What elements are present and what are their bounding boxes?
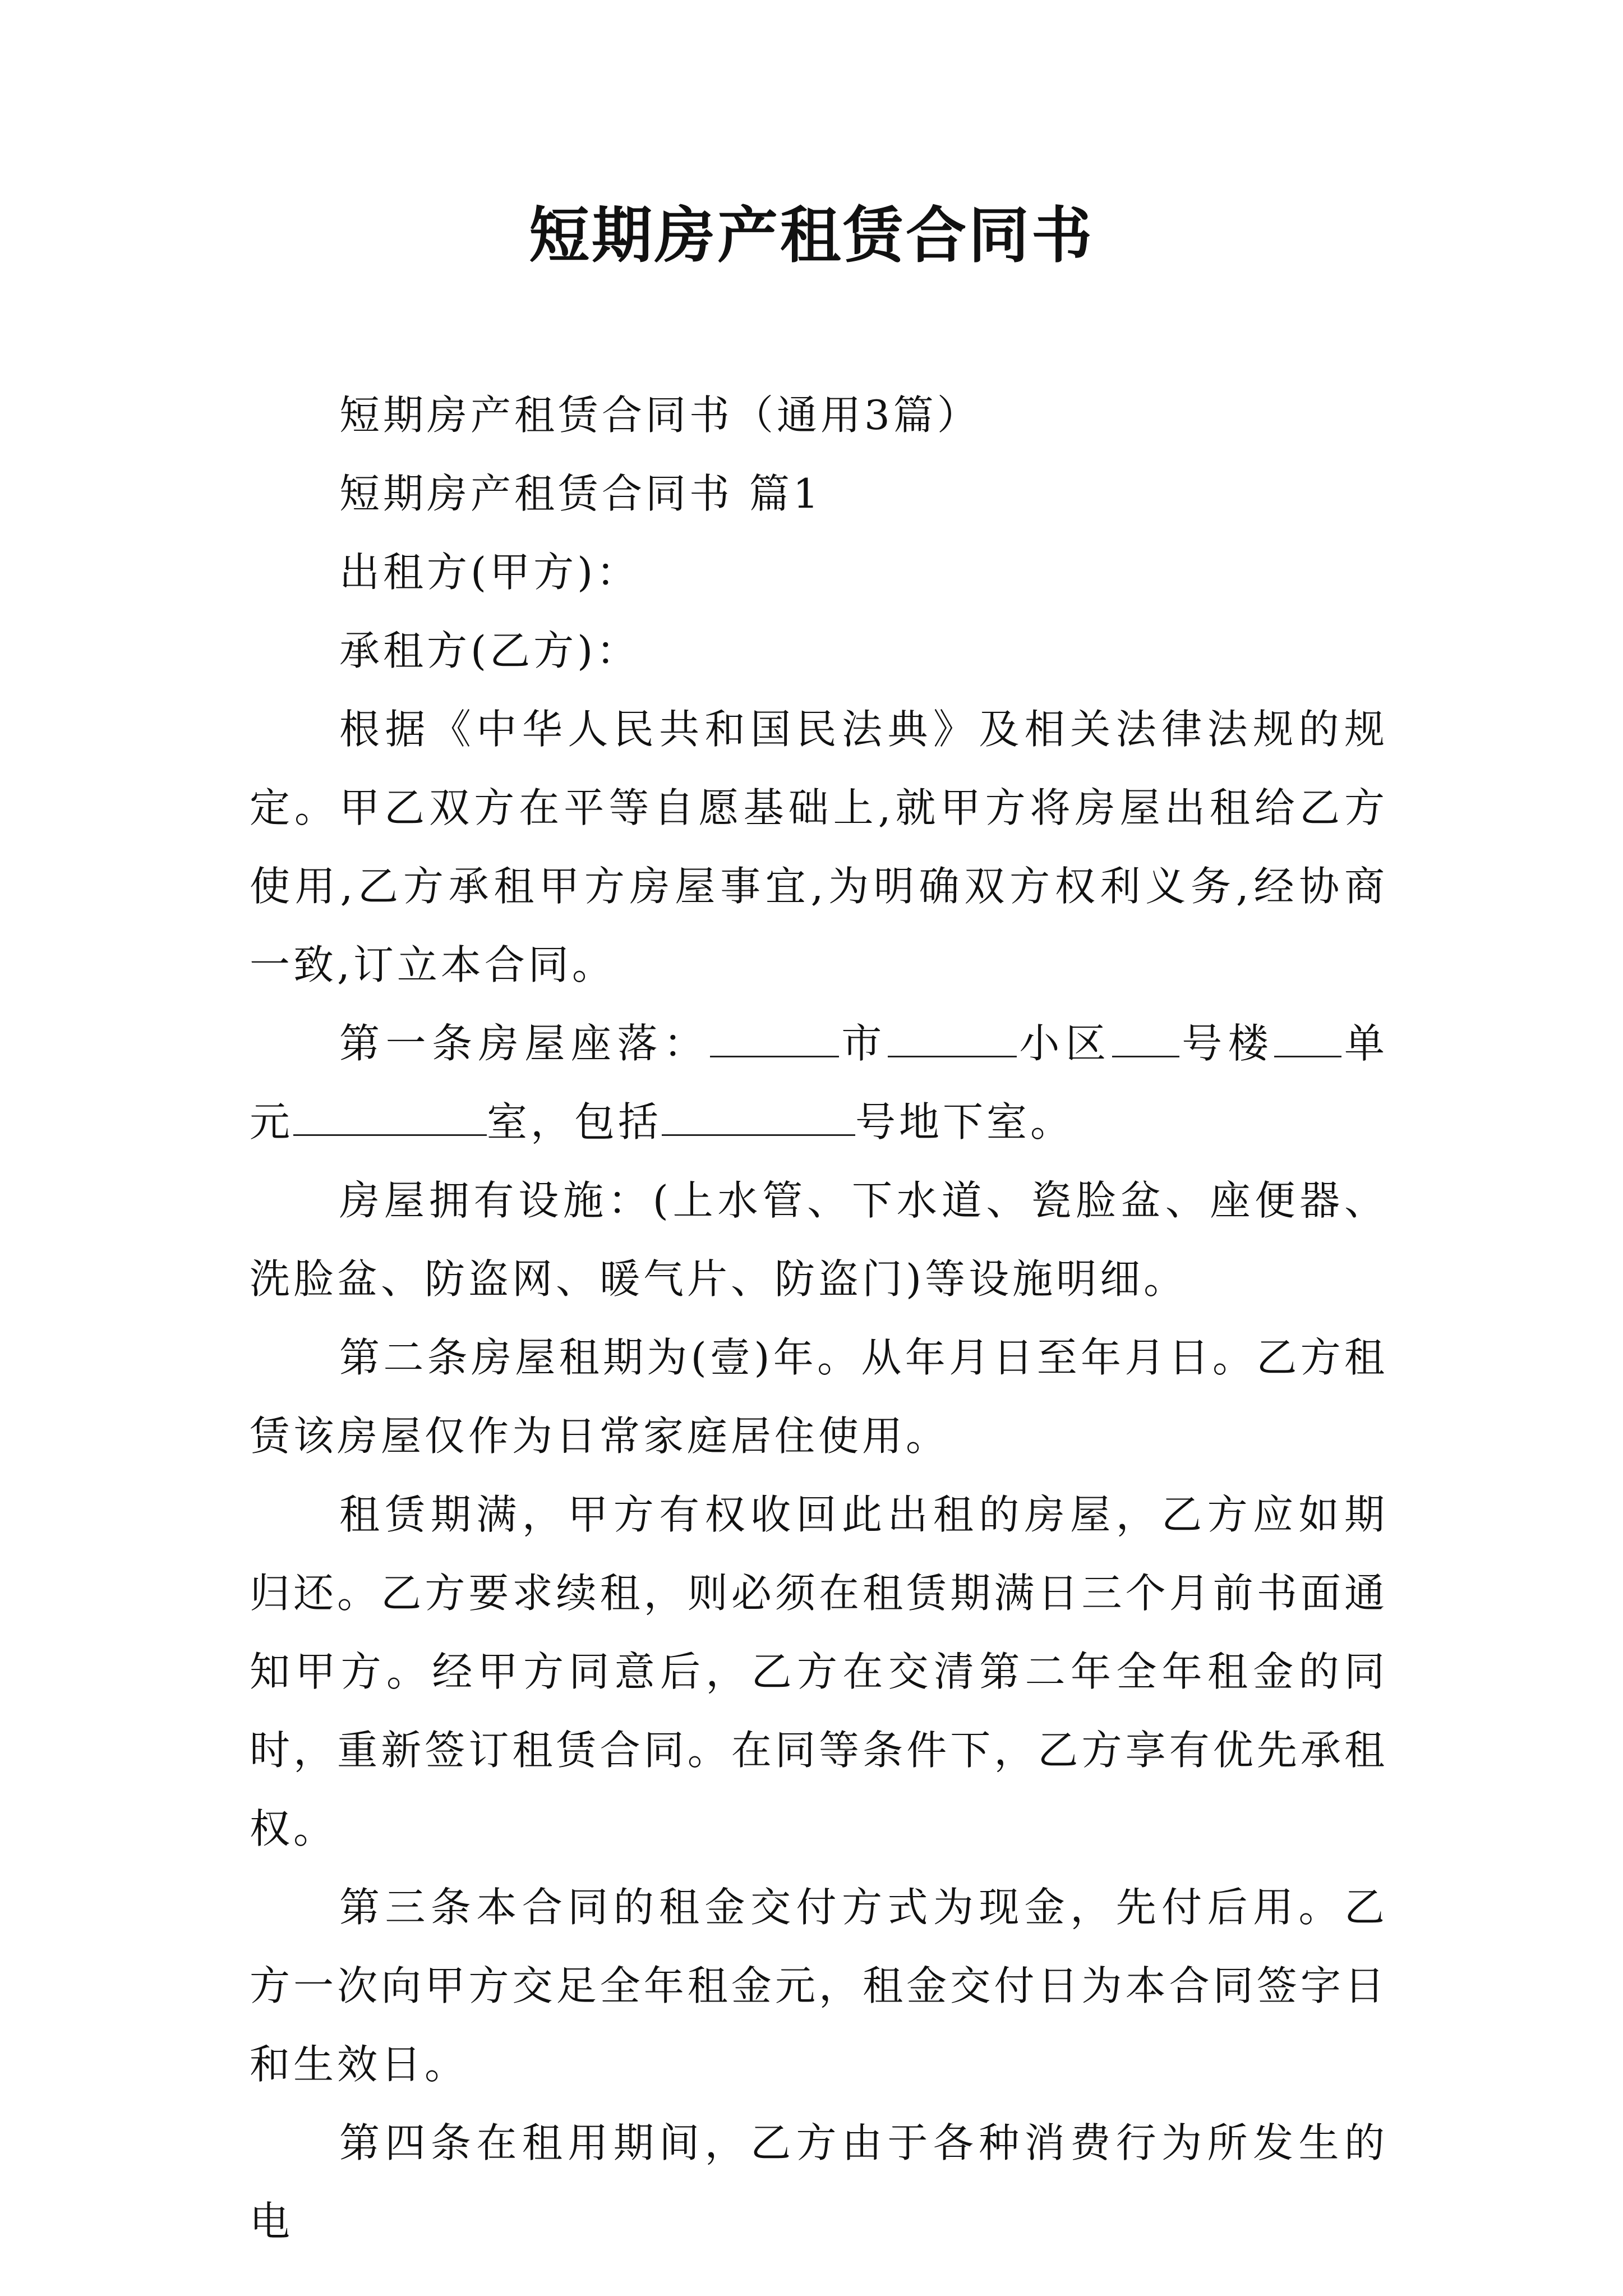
article-1-community: 小区 [1016,1020,1112,1067]
article-1-building: 号楼 [1179,1020,1275,1067]
paragraph-collection-title: 短期房产租赁合同书（通用3篇） [339,392,981,439]
paragraph-facilities: 房屋拥有设施：(上水管、下水道、瓷脸盆、座便器、洗脸盆、防盗网、暖气片、防盗门)等设施明细。 [250,1177,1388,1303]
paragraph-lessor: 出租方(甲方)： [339,549,640,596]
article-1-room: 室，包括 [487,1098,662,1145]
paragraph-article-1 [250,1004,1388,1161]
article-1-city: 市 [838,1020,888,1067]
article-1-basement: 号地下室。 [855,1098,1075,1145]
blank-community [888,1022,1017,1057]
paragraph-renewal: 租赁期满，甲方有权收回此出租的房屋，乙方应如期归还。乙方要求续租，则必须在租赁期满日三个月前书面通知甲方。经甲方同意后，乙方在交清第二年全年租金的同时，重新签订租赁合同。在同等条件下，乙方享有优先承租权。 [250,1491,1388,1852]
document-title: 短期房产租赁合同书 [528,200,1094,271]
blank-room [293,1101,487,1136]
article-1-unit: 单元 [250,1020,1388,1145]
document-body [250,376,1388,2261]
blank-unit [1274,1022,1341,1057]
paragraph-article-3: 第三条本合同的租金交付方式为现金，先付后用。乙方一次向甲方交足全年租金元，租金交付日为本合同签字日和生效日。 [250,1884,1388,2088]
blank-basement [662,1101,855,1136]
paragraph-preamble: 根据《中华人民共和国民法典》及相关法律法规的规定。甲乙双方在平等自愿基础上,就甲方将房屋出租给乙方使用,乙方承租甲方房屋事宜,为明确双方权利义务,经协商一致,订立本合同。 [250,706,1388,988]
paragraph-article-4: 第四条在租用期间，乙方由于各种消费行为所发生的电 [250,2119,1388,2245]
paragraph-article-2: 第二条房屋租期为(壹)年。从年月日至年月日。乙方租赁该房屋仅作为日常家庭居住使用。 [250,1334,1388,1460]
blank-city [710,1022,839,1057]
paragraph-lessee: 承租方(乙方)： [339,627,640,674]
article-1-label: 第一条房屋座落： [339,1020,710,1067]
paragraph-section-heading: 短期房产租赁合同书 篇1 [339,470,822,517]
blank-building [1112,1022,1179,1057]
